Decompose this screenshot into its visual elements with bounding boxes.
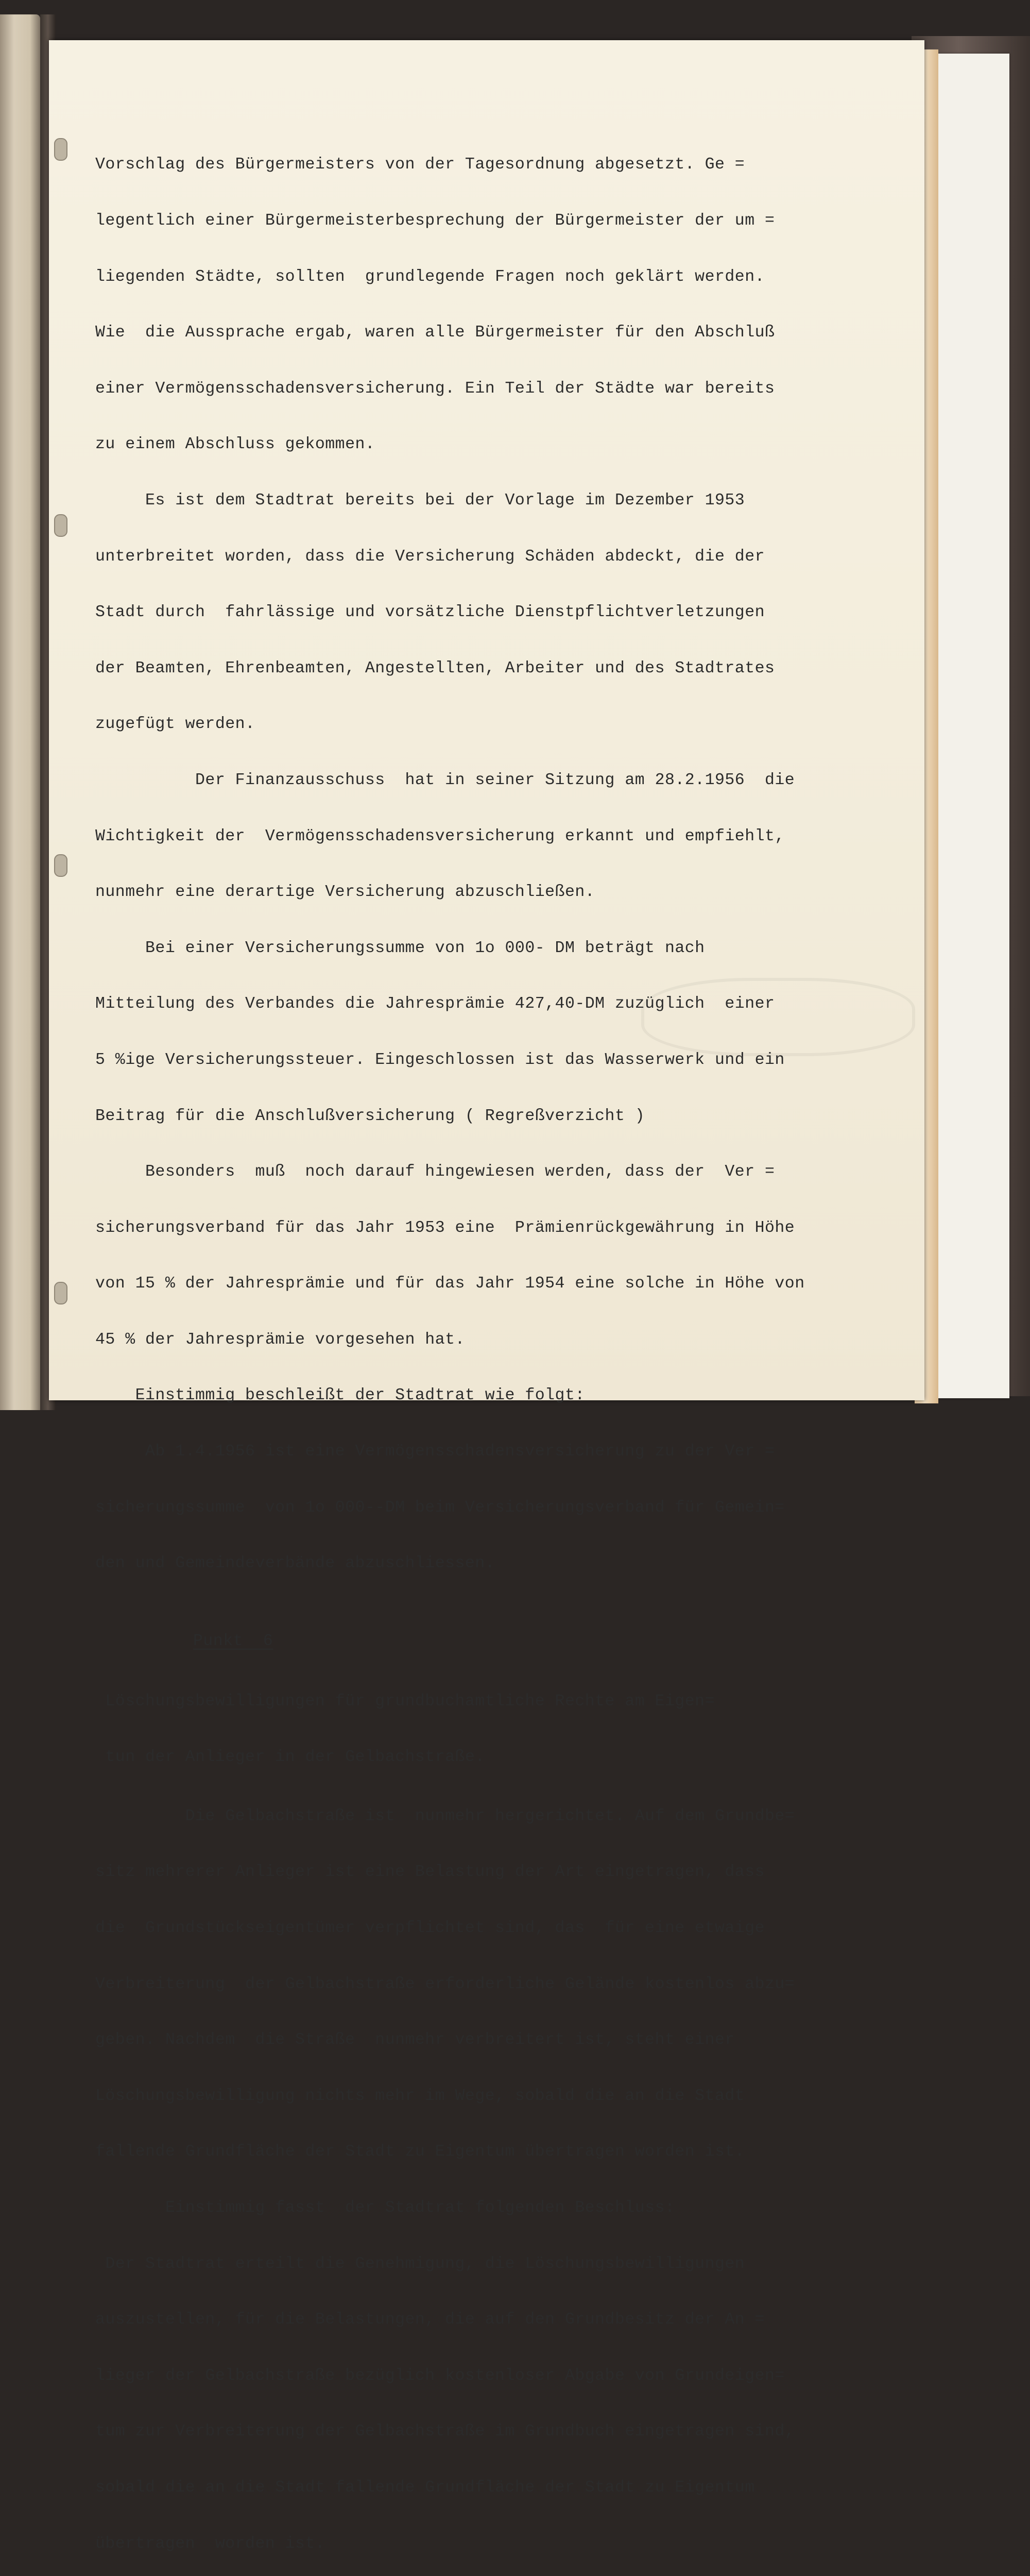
text-line: Stadt durch fahrlässige und vorsätzliche Dienstpflichtverletzungen: [95, 603, 765, 622]
text-line: Einstimmig beschleißt der Stadtrat wie folgt:: [95, 1386, 585, 1405]
punch-hole: [54, 1282, 67, 1304]
text-line: unterbreitet worden, dass die Versicherung Schäden abdeckt, die der: [95, 547, 765, 566]
text-line: Mitteilung des Verbandes die Jahresprämie 427,40-DM zuzüglich einer: [95, 995, 775, 1013]
text-line: Löschungsbewilligung nichts mehr im Wege, sobald die an die Stadt: [95, 2087, 745, 2105]
text-line: Besonders muß noch darauf hingewiesen werden, dass der Ver =: [95, 1163, 775, 1181]
text-line: fallende Grundfläche der Stadt zu Eigentum übertragen worden ist.: [95, 2143, 745, 2161]
text-line: Vorschlag des Bürgermeisters von der Tagesordnung abgesetzt. Ge =: [95, 156, 745, 174]
typed-text-block: [95, 118, 930, 2576]
text-line: lieger der Gelbachstraße bezüglich kostenloser Abgabe von Grundeigen=: [95, 2366, 785, 2385]
text-line: geben. Nachdem die Straße nunmehr verbreitert ist, steht einer: [95, 2031, 735, 2049]
text-line: den und Gemeindeverbände abzuschliessen.: [95, 1554, 495, 1573]
text-line: sobald die an die Stadt fallende Grundfläche der Stadt zu Eigentum: [95, 2478, 755, 2497]
text-line: Wichtigkeit der Vermögensschadensversicherung erkannt und empfiehlt,: [95, 827, 785, 845]
punkt-6-heading-text: Punkt 6: [193, 1632, 273, 1651]
text-line: sicherungssumme von 1o 000--DM beim Versicherungsverband für Gemein=: [95, 1498, 785, 1517]
text-line: zugefügt werden.: [95, 715, 255, 734]
text-line: Es ist dem Stadtrat bereits bei der Vorlage im Dezember 1953: [95, 491, 745, 510]
text-line: sitz mehrerer Anlieger ist eine Belastung der Art eingetragen, dass: [95, 1863, 765, 1882]
text-line: Ab 1.4.1956 ist eine Vermögensschadensversicherung zu der Ver =: [95, 1443, 775, 1461]
text-line: Verbreiterung der Gelbachstraße erforderliche Gelände kostenlos abzu=: [95, 1975, 795, 1993]
text-line: Der Finanzausschuss hat in seiner Sitzung am 28.2.1956 die: [95, 771, 795, 789]
text-line: tum zur Verbreiterung der Gelbachstraße im Grundbuch eingetragen sind,: [95, 2422, 795, 2441]
text-line: von 15 % der Jahresprämie und für das Jahr 1954 eine solche in Höhe von: [95, 1275, 805, 1293]
text-line: auszustellen, für die Belastungen, die auf den Grundbesitz der An =: [95, 2311, 765, 2329]
text-line: nunmehr eine derartige Versicherung abzuschließen.: [95, 883, 595, 902]
text-line: Einstimmig fasst der Stadtrat folgenden Beschluss:: [95, 2198, 675, 2217]
text-line: 45 % der Jahresprämie vorgesehen hat.: [95, 1330, 465, 1349]
text-line: liegenden Städte, sollten grundlegende Fragen noch geklärt werden.: [95, 267, 765, 286]
text-line: tun der Anlieger in der Gelbachstraße.: [95, 1748, 485, 1767]
underlying-sheet: [932, 54, 1009, 1398]
punch-hole: [54, 138, 67, 161]
text-line: Der Stadtrat erteilt die Genehmigung, die Löschungsbewilligungen: [95, 2255, 745, 2273]
section-heading-punkt-6: [95, 1632, 930, 1651]
text-line: 5 %ige Versicherungssteuer. Eingeschlossen ist das Wasserwerk und ein: [95, 1050, 785, 1069]
text-line: Bei einer Versicherungssumme von 1o 000- DM beträgt nach: [95, 939, 705, 957]
text-line: Löschungsbewilligungen für grundbuchamtliche Rechte am Eigen=: [95, 1692, 715, 1710]
text-line: sicherungsverband für das Jahr 1953 eine Prämienrückgewährung in Höhe: [95, 1218, 795, 1237]
text-line: Beitrag für die Anschlußversicherung ( Regreßverzicht ): [95, 1107, 645, 1125]
text-line: zu einem Abschluss gekommen.: [95, 435, 375, 454]
left-page-edge: [0, 14, 40, 1410]
text-line: die Grundstückseigentümer verpflichtet sind, das für eine etwaige: [95, 1919, 765, 1938]
text-line: der Beamten, Ehrenbeamten, Angestellten, Arbeiter und des Stadtrates: [95, 659, 775, 677]
text-line: legentlich einer Bürgermeisterbesprechung der Bürgermeister der um =: [95, 212, 775, 230]
punch-hole: [54, 854, 67, 877]
text-line: Wie die Aussprache ergab, waren alle Bürgermeister für den Abschluß: [95, 324, 775, 342]
text-line: einer Vermögensschadensversicherung. Ein Teil der Städte war bereits: [95, 379, 775, 398]
text-line: übertragen worden ist.: [95, 2534, 325, 2553]
punch-hole: [54, 514, 67, 537]
text-line: Die Gelbachstraße ist nunmehr hergerichtet. Auf dem Grundbe=: [95, 1807, 795, 1825]
